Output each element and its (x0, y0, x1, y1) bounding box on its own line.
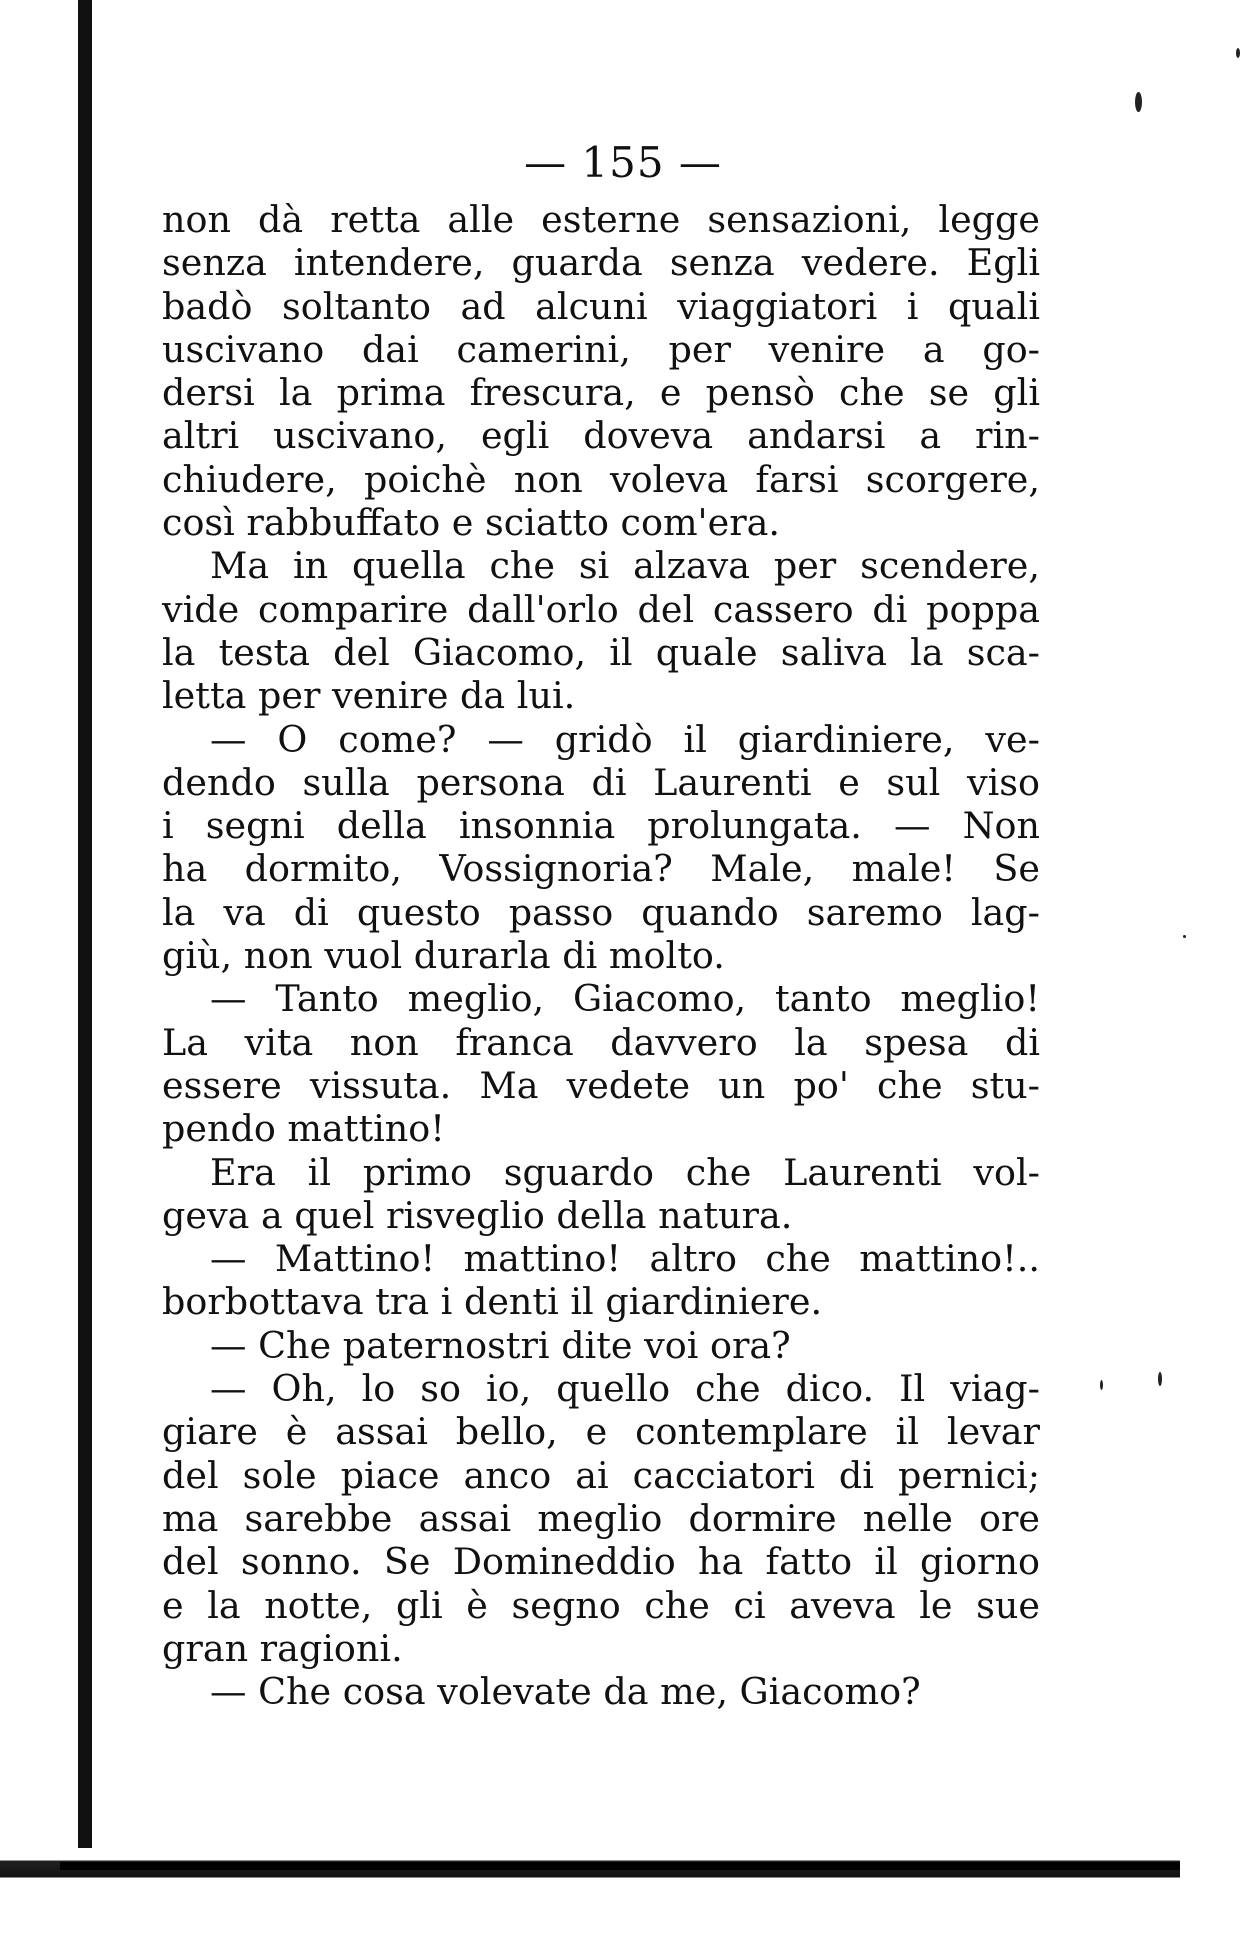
text-line: Ma in quella che si alzava per scendere, (210, 544, 1040, 588)
text-line: altri uscivano, egli doveva andarsi a rin- (162, 414, 1040, 458)
text-line: del sonno. Se Domineddio ha fatto il giorno (162, 1540, 1040, 1584)
scan-speck (1183, 935, 1186, 938)
text-line: essere vissuta. Ma vedete un po' che stu- (162, 1063, 1040, 1107)
text-line: — Mattino! mattino! altro che mattino!.. (210, 1237, 1040, 1281)
text-line: vide comparire dall'orlo del cassero di poppa (162, 587, 1040, 631)
binding-edge (78, 0, 92, 1855)
text-line: Era il primo sguardo che Laurenti vol- (210, 1150, 1040, 1194)
text-line: dersi la prima frescura, e pensò che se gli (162, 371, 1040, 415)
text-line: ha dormito, Vossignoria? Male, male! Se (162, 847, 1040, 891)
text-line: così rabbuffato e sciatto com'era. (162, 501, 781, 545)
text-line: ma sarebbe assai meglio dormire nelle ore (162, 1496, 1040, 1540)
scan-speck (1236, 48, 1240, 58)
text-line: — Tanto meglio, Giacomo, tanto meglio! (210, 977, 1040, 1021)
text-line: pendo mattino! (162, 1107, 445, 1151)
text-line: dendo sulla persona di Laurenti e sul viso (162, 760, 1040, 804)
scan-speck (1100, 1380, 1103, 1390)
text-line: chiudere, poichè non voleva farsi scorgere, (162, 457, 1040, 501)
text-line: — Oh, lo so io, quello che dico. Il viag- (210, 1367, 1040, 1411)
text-line: — Che cosa volevate da me, Giacomo? (210, 1670, 921, 1714)
text-line: geva a quel risveglio della natura. (162, 1193, 793, 1237)
text-line: gran ragioni. (162, 1626, 403, 1670)
text-line: borbottava tra i denti il giardiniere. (162, 1280, 823, 1324)
text-line: i segni della insonnia prolungata. — Non (162, 804, 1040, 848)
text-line: senza intendere, guarda senza vedere. Egli (162, 241, 1040, 285)
text-line: badò soltanto ad alcuni viaggiatori i quali (162, 284, 1040, 328)
page-number: — 155 — (524, 138, 722, 187)
text-line: e la notte, gli è segno che ci aveva le sue (162, 1583, 1040, 1627)
text-line: La vita non franca davvero la spesa di (162, 1020, 1040, 1064)
text-line: non dà retta alle esterne sensazioni, legge (162, 198, 1040, 241)
scan-speck (1135, 92, 1142, 112)
text-line: letta per venire da lui. (162, 674, 576, 718)
text-line: la va di questo passo quando saremo lag- (162, 890, 1040, 934)
text-line: — O come? — gridò il giardiniere, ve- (210, 717, 1040, 761)
body-text (162, 198, 1040, 1713)
text-line: giù, non vuol durarla di molto. (162, 934, 725, 978)
text-line: uscivano dai camerini, per venire a go- (162, 327, 1040, 371)
bottom-scan-bar (60, 1862, 1180, 1870)
text-line: la testa del Giacomo, il quale saliva la sca- (162, 630, 1040, 674)
scan-speck (1158, 1372, 1162, 1386)
text-line: giare è assai bello, e contemplare il levar (162, 1410, 1040, 1454)
text-line: del sole piace anco ai cacciatori di pernici; (162, 1453, 1040, 1497)
text-line: — Che paternostri dite voi ora? (210, 1323, 791, 1367)
